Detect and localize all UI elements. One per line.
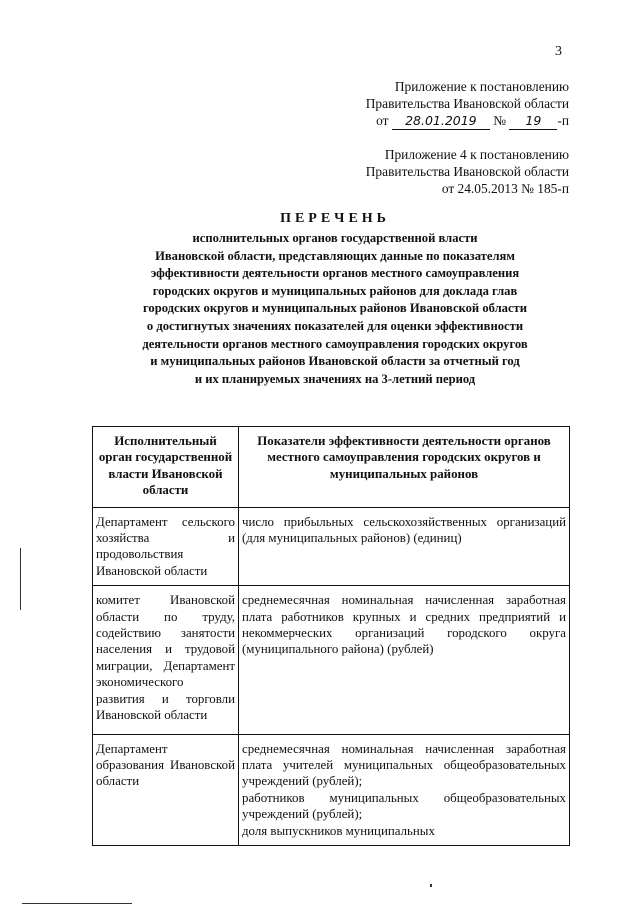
cell-organ: комитет Ивановской области по труду, содействию занятости населения и трудовой миграции, Департамент экономического развития и торговли Ивановской области <box>93 586 239 734</box>
page-number: 3 <box>555 44 562 59</box>
cell-indicator: среднемесячная номинальная начисленная заработная плата работников крупных и средних предприятий и некоммерческих организаций городского округа (муниципального района) (рублей) <box>239 586 570 734</box>
subtitle-line: о достигнутых значениях показателей для оценки эффективности <box>146 318 524 333</box>
organs-table <box>92 426 570 846</box>
table-header-row <box>93 427 570 508</box>
handwritten-date: 28.01.2019 <box>392 112 490 130</box>
subtitle-line: и их планируемых значениях на 3-летний период <box>194 371 476 386</box>
appendix-current-line2: Правительства Ивановской области <box>365 96 569 111</box>
cell-indicator <box>239 734 570 845</box>
table-row <box>93 586 570 734</box>
scan-mark <box>20 548 21 610</box>
document-subtitle <box>100 230 570 388</box>
scan-mark <box>22 903 132 904</box>
subtitle-line: и муниципальных районов Ивановской области за отчетный год <box>150 354 520 369</box>
subtitle-line: городских округов и муниципальных районов Ивановской области <box>143 301 527 316</box>
from-label: от <box>376 113 389 128</box>
subtitle-line: Ивановской области, представляющих данные по показателям <box>155 248 515 263</box>
subtitle-line: исполнительных органов государственной власти <box>192 231 478 245</box>
appendix-original-block <box>366 146 569 197</box>
header-indicators: Показатели эффективности деятельности органов местного самоуправления городских округов и муниципальных районов <box>239 427 570 508</box>
cell-organ: Департамент образования Ивановской области <box>93 734 239 845</box>
cell-organ: Департамент сельского хозяйства и продовольствия Ивановской области <box>93 507 239 586</box>
table-row <box>93 734 570 845</box>
indicator-line: доля выпускников муниципальных <box>242 823 435 838</box>
handwritten-number: 19 <box>509 112 557 130</box>
table-row <box>93 507 570 586</box>
header-organ: Исполнительный орган государственной власти Ивановской области <box>93 427 239 508</box>
subtitle-line: городских округов и муниципальных районов для доклада глав <box>152 283 518 298</box>
appendix-original-line3: от 24.05.2013 № 185-п <box>441 181 569 196</box>
number-label: № <box>493 113 506 128</box>
document-title: ПЕРЕЧЕНЬ <box>280 211 390 226</box>
indicator-line: среднемесячная номинальная начисленная заработная плата учителей муниципальных общеобразовательных учреждений (рублей); <box>242 741 566 789</box>
subtitle-line: деятельности органов местного самоуправления городских округов <box>142 336 528 351</box>
appendix-current-block <box>366 78 569 130</box>
appendix-current-line3 <box>366 112 569 130</box>
appendix-original-line2: Правительства Ивановской области <box>365 164 569 179</box>
indicator-line: работников муниципальных общеобразовательных учреждений (рублей); <box>242 790 566 822</box>
scan-mark <box>430 884 432 887</box>
appendix-original-line1: Приложение 4 к постановлению <box>384 147 569 162</box>
number-suffix: -п <box>557 113 569 128</box>
appendix-current-line1: Приложение к постановлению <box>394 79 569 94</box>
subtitle-line: эффективности деятельности органов местного самоуправления <box>150 266 520 281</box>
cell-indicator: число прибыльных сельскохозяйственных организаций (для муниципальных районов) (единиц) <box>239 507 570 586</box>
